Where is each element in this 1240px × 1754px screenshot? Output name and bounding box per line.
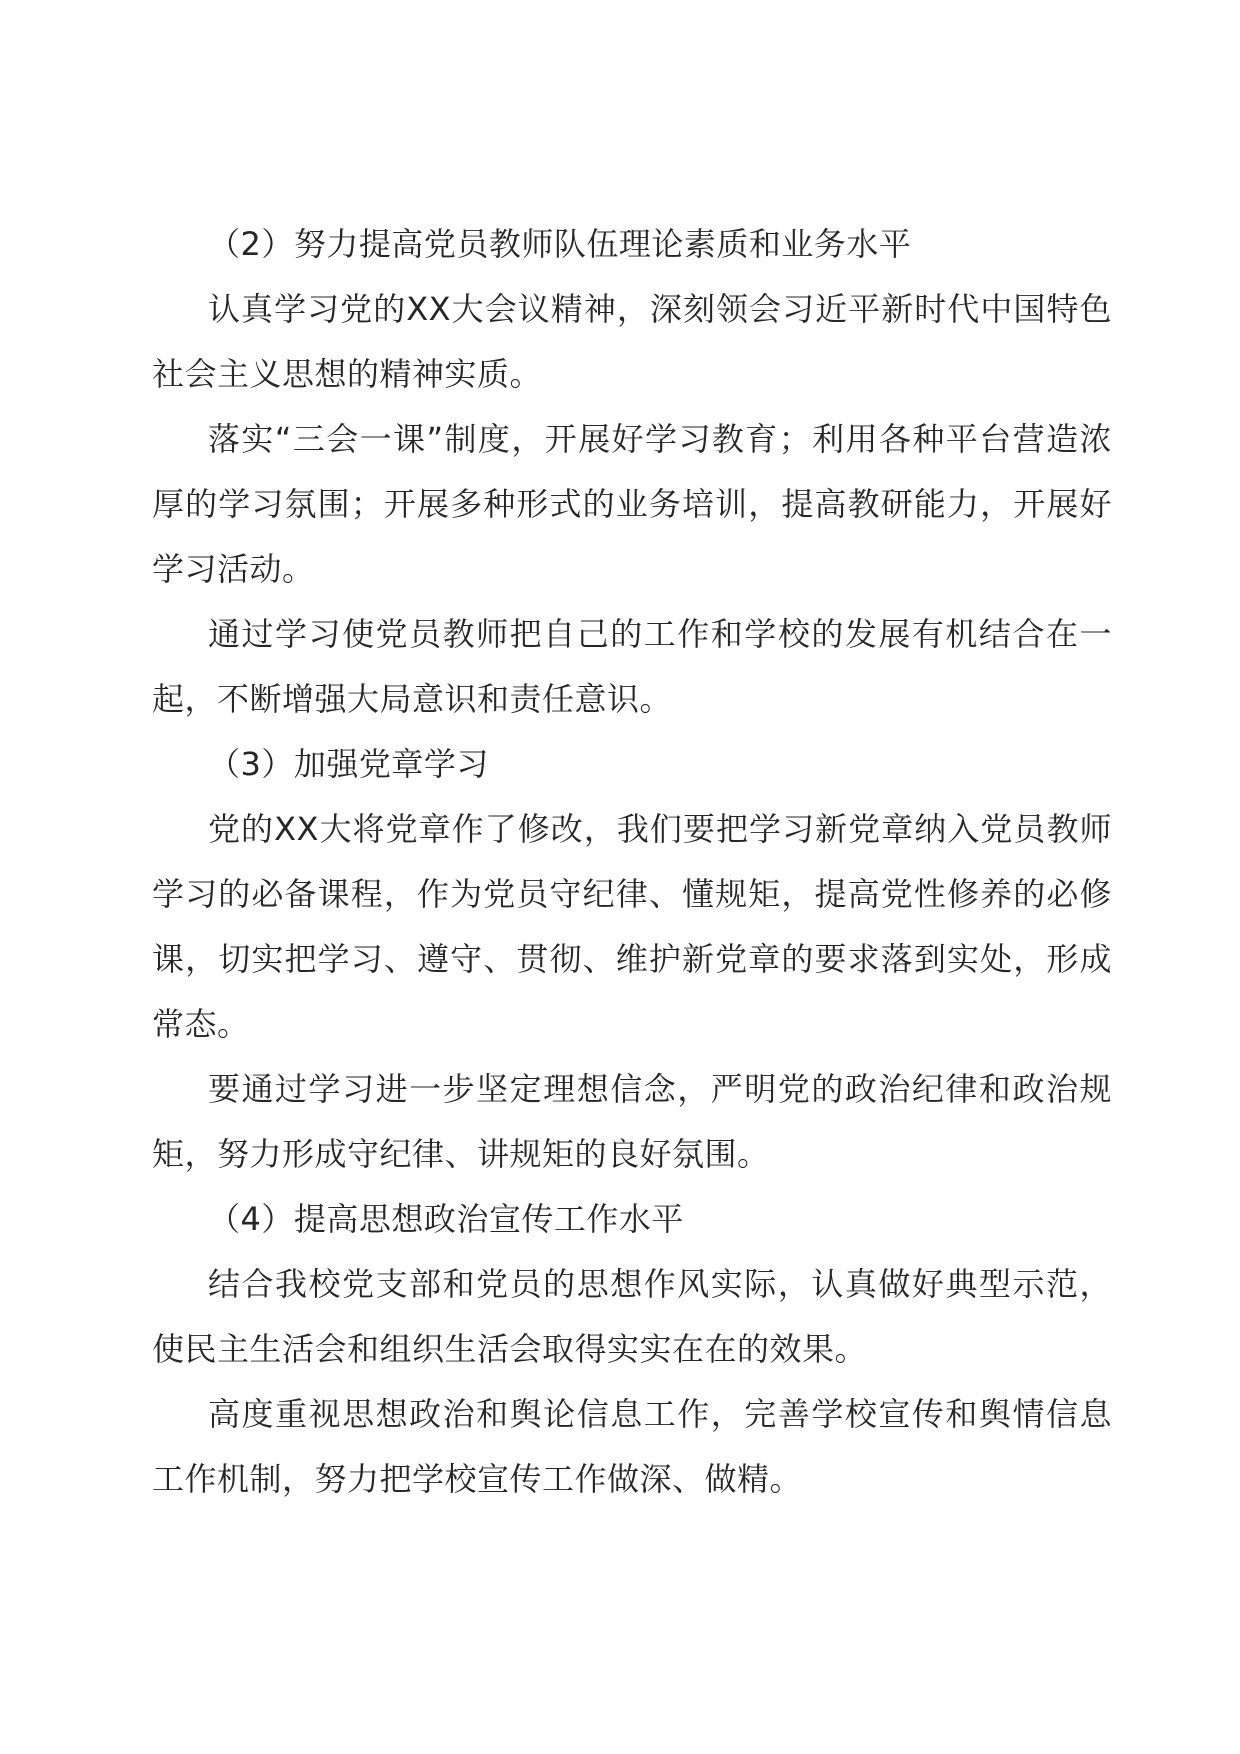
body-paragraph: 通过学习使党员教师把自己的工作和学校的发展有机结合在一起，不断增强大局意识和责任意识。 [152,615,1112,718]
section-heading-4: （4）提高思想政治宣传工作水平 [208,1200,684,1238]
body-paragraph: 结合我校党支部和党员的思想作风实际，认真做好典型示范，使民主生活会和组织生活会取得实实在在的效果。 [152,1265,1112,1368]
body-paragraph: 认真学习党的XX大会议精神，深刻领会习近平新时代中国特色社会主义思想的精神实质。 [152,290,1112,393]
document-page [152,212,1112,1512]
body-paragraph: 落实“三会一课”制度，开展好学习教育；利用各种平台营造浓厚的学习氛围；开展多种形式的业务培训，提高教研能力，开展好学习活动。 [152,420,1112,588]
body-paragraph: 党的XX大将党章作了修改，我们要把学习新党章纳入党员教师学习的必备课程，作为党员守纪律、懂规矩，提高党性修养的必修课，切实把学习、遵守、贯彻、维护新党章的要求落到实处，形成常态。 [152,810,1112,1043]
section-heading-3: （3）加强党章学习 [208,745,489,783]
body-paragraph: 高度重视思想政治和舆论信息工作，完善学校宣传和舆情信息工作机制，努力把学校宣传工作做深、做精。 [152,1395,1112,1498]
body-paragraph: 要通过学习进一步坚定理想信念，严明党的政治纪律和政治规矩，努力形成守纪律、讲规矩的良好氛围。 [152,1070,1112,1173]
section-heading-2: （2）努力提高党员教师队伍理论素质和业务水平 [208,225,912,263]
